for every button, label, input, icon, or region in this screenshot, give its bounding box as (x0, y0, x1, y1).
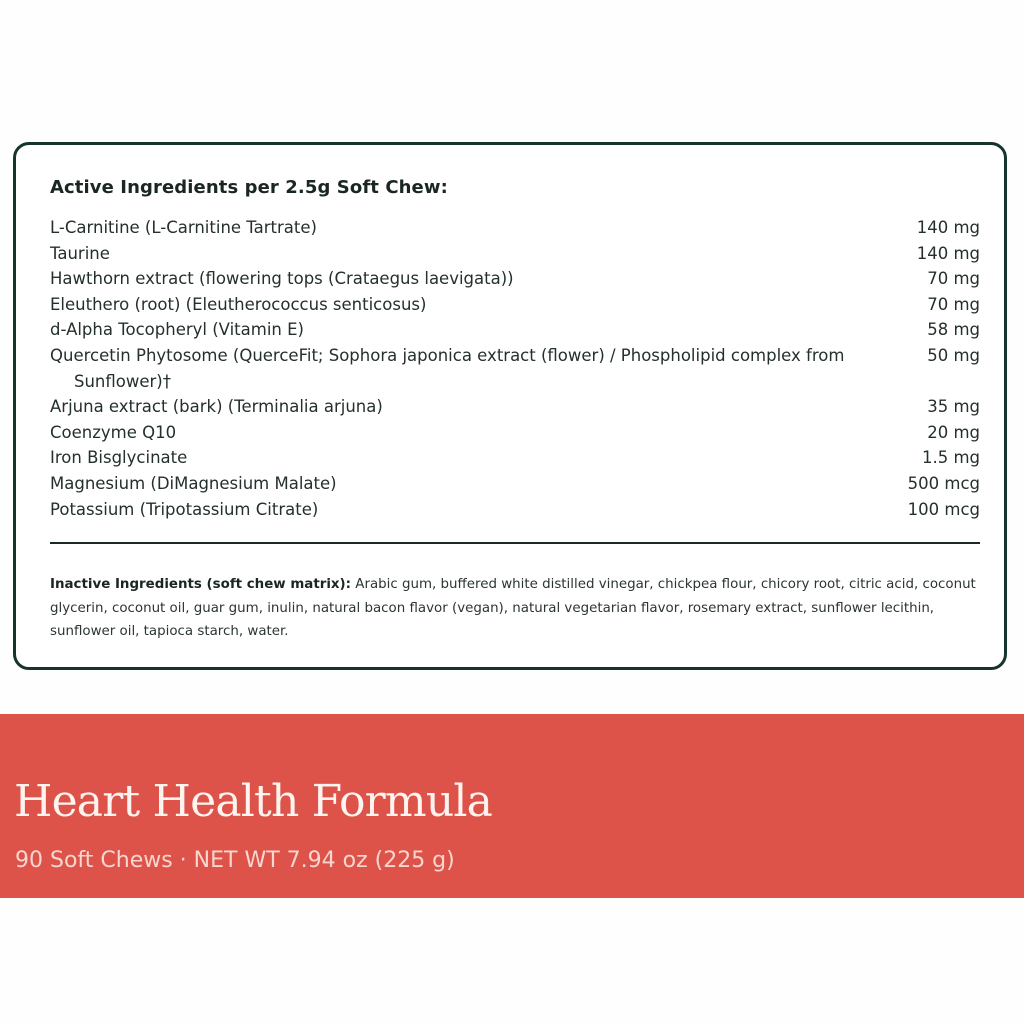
ingredient-name: L-Carnitine (L-Carnitine Tartrate) (50, 218, 317, 237)
ingredients-list (50, 215, 980, 522)
ingredient-row (50, 215, 980, 241)
ingredient-amount: 1.5 mg (921, 448, 980, 468)
ingredient-name: Magnesium (DiMagnesium Malate) (50, 473, 337, 493)
product-banner (0, 714, 1024, 898)
ingredient-row (50, 471, 980, 497)
ingredient-row (50, 292, 980, 318)
ingredient-row (50, 241, 980, 267)
ingredient-name: Taurine (50, 243, 110, 263)
ingredient-row (50, 497, 980, 523)
product-title: Heart Health Formula (14, 776, 493, 827)
ingredient-name: Eleuthero (root) (Eleutherococcus senticosus) (50, 294, 427, 314)
active-ingredients-heading: Active Ingredients per 2.5g Soft Chew: (50, 177, 448, 198)
supplement-facts-panel (13, 142, 1007, 670)
inactive-ingredients-label: Inactive Ingredients (soft chew matrix): (50, 577, 352, 592)
ingredient-row (50, 420, 980, 446)
product-subtitle: 90 Soft Chews · NET WT 7.94 oz (225 g) (15, 848, 455, 873)
ingredient-name: Potassium (Tripotassium Citrate) (50, 499, 319, 519)
ingredient-amount: 70 mg (927, 269, 980, 289)
ingredient-name: Quercetin Phytosome (QuerceFit; Sophora japonica extract (flower) / Phospholipid complex from Sunflower)† (50, 345, 845, 391)
ingredient-name: Coenzyme Q10 (50, 422, 177, 442)
ingredient-amount: 35 mg (927, 397, 980, 417)
ingredient-row (50, 445, 980, 471)
ingredient-amount: 70 mg (927, 294, 980, 314)
ingredient-name: Iron Bisglycinate (50, 448, 188, 468)
ingredient-amount: 20 mg (927, 422, 980, 442)
inactive-ingredients (50, 573, 980, 644)
ingredient-row (50, 343, 980, 394)
ingredient-amount: 100 mcg (907, 499, 980, 519)
section-divider (50, 542, 980, 544)
ingredient-name: d-Alpha Tocopheryl (Vitamin E) (50, 320, 304, 340)
ingredient-row (50, 317, 980, 343)
ingredient-amount: 500 mcg (907, 473, 980, 493)
ingredient-amount: 140 mg (916, 243, 980, 263)
ingredient-name: Arjuna extract (bark) (Terminalia arjuna) (50, 397, 383, 417)
ingredient-amount: 58 mg (927, 320, 980, 340)
ingredient-row (50, 266, 980, 292)
ingredient-row (50, 394, 980, 420)
ingredient-amount: 140 mg (916, 218, 980, 237)
ingredient-amount: 50 mg (927, 345, 980, 365)
inactive-ingredients-text: Arabic gum, buffered white distilled vinegar, chickpea flour, chicory root, citric acid, coconut glycerin, coconut oil, guar gum, inulin, natural bacon flavor (vegan), natural vegetarian flavor, rosemary extract, sunflower lecithin, sunflower oil, tapioca starch, water. (50, 577, 976, 639)
ingredient-name: Hawthorn extract (flowering tops (Crataegus laevigata)) (50, 269, 514, 289)
